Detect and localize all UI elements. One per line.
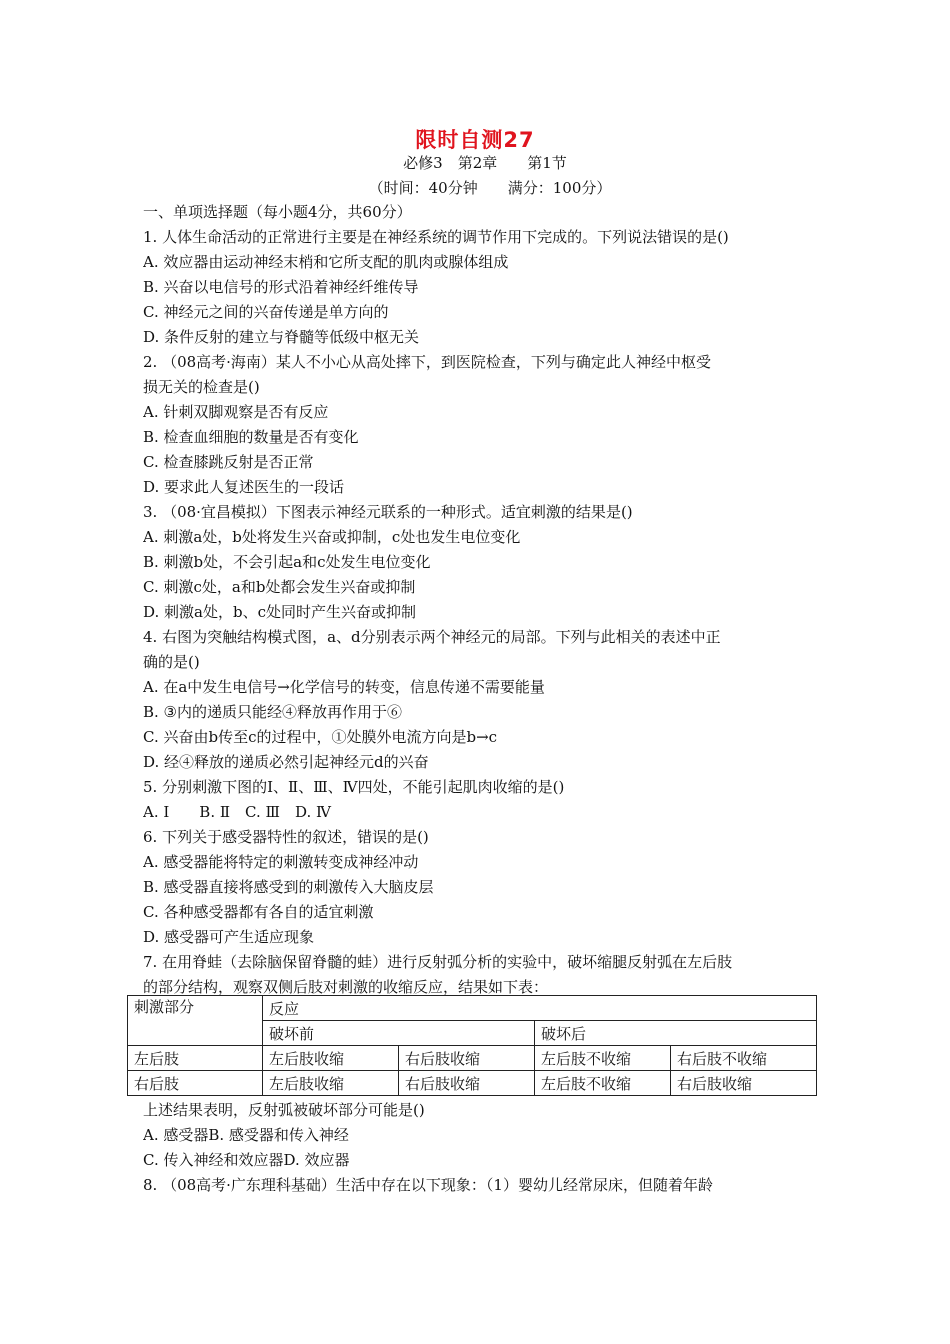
- table-header-cell: 反应: [263, 996, 817, 1021]
- question-7-stem-cont: 的部分结构，观察双侧后肢对刺激的收缩反应，结果如下表：: [143, 978, 549, 996]
- question-4-option-d: D. 经④释放的递质必然引起神经元d的兴奋: [143, 753, 429, 771]
- question-4-stem-cont: 确的是(): [143, 653, 200, 671]
- chapter-subtitle: 必修3 第2章 第1节: [403, 154, 567, 172]
- table-cell: 右后肢收缩: [399, 1046, 535, 1071]
- question-2-option-c: C. 检查膝跳反射是否正常: [143, 453, 314, 471]
- table-header-cell: 刺激部分: [128, 996, 263, 1046]
- question-4-option-a: A. 在a中发生电信号→化学信号的转变，信息传递不需要能量: [143, 678, 545, 696]
- question-2-option-d: D. 要求此人复述医生的一段话: [143, 478, 345, 496]
- table-cell: 左后肢收缩: [263, 1071, 399, 1096]
- question-1-option-d: D. 条件反射的建立与脊髓等低级中枢无关: [143, 328, 420, 346]
- section-heading: 一、单项选择题（每小题4分，共60分）: [143, 203, 412, 221]
- question-1-option-a: A. 效应器由运动神经末梢和它所支配的肌肉或腺体组成: [143, 253, 509, 271]
- question-7-options-cd: C. 传入神经和效应器D. 效应器: [143, 1151, 350, 1169]
- question-2-stem: 2. （08高考·海南）某人不小心从高处摔下，到医院检查，下列与确定此人神经中枢受: [143, 353, 711, 371]
- table-row: [128, 1046, 817, 1071]
- table-header-cell: 破坏前: [263, 1021, 535, 1046]
- question-1-option-b: B. 兴奋以电信号的形式沿着神经纤维传导: [143, 278, 419, 296]
- question-6-option-a: A. 感受器能将特定的刺激转变成神经冲动: [143, 853, 419, 871]
- question-1-option-c: C. 神经元之间的兴奋传递是单方向的: [143, 303, 389, 321]
- question-8-stem: 8. （08高考·广东理科基础）生活中存在以下现象：（1）婴幼儿经常尿床，但随着年龄: [143, 1176, 713, 1194]
- table-header-row: [128, 996, 817, 1021]
- table-cell: 右后肢: [128, 1071, 263, 1096]
- question-1-stem: 1. 人体生命活动的正常进行主要是在神经系统的调节作用下完成的。下列说法错误的是(): [143, 228, 729, 246]
- question-3-stem: 3. （08·宜昌模拟）下图表示神经元联系的一种形式。适宜刺激的结果是(): [143, 503, 633, 521]
- question-5-stem: 5. 分别刺激下图的Ⅰ、Ⅱ、Ⅲ、Ⅳ四处，不能引起肌肉收缩的是(): [143, 778, 565, 796]
- question-2-option-a: A. 针刺双脚观察是否有反应: [143, 403, 329, 421]
- question-3-option-d: D. 刺激a处，b、c处同时产生兴奋或抑制: [143, 603, 416, 621]
- question-3-option-c: C. 刺激c处，a和b处都会发生兴奋或抑制: [143, 578, 416, 596]
- question-6-option-c: C. 各种感受器都有各自的适宜刺激: [143, 903, 374, 921]
- question-body: [143, 200, 818, 1000]
- question-4-option-b: B. ③内的递质只能经④释放再作用于⑥: [143, 703, 403, 721]
- question-7-options-ab: A. 感受器B. 感受器和传入神经: [143, 1126, 349, 1144]
- question-6-option-b: B. 感受器直接将感受到的刺激传入大脑皮层: [143, 878, 434, 896]
- question-7-stem: 7. 在用脊蛙（去除脑保留脊髓的蛙）进行反射弧分析的实验中，破坏缩腿反射弧在左后肢: [143, 953, 733, 971]
- table-cell: 右后肢收缩: [399, 1071, 535, 1096]
- table-row: [128, 1071, 817, 1096]
- page-title: 限时自测27: [415, 128, 535, 152]
- table-cell: 左后肢收缩: [263, 1046, 399, 1071]
- question-5-options: A. Ⅰ B. Ⅱ C. Ⅲ D. Ⅳ: [143, 803, 332, 821]
- time-score-line: （时间：40分钟 满分：100分）: [368, 179, 612, 197]
- table-cell: 右后肢收缩: [671, 1071, 817, 1096]
- table-header-cell: 破坏后: [535, 1021, 817, 1046]
- table-cell: 左后肢不收缩: [535, 1046, 671, 1071]
- table-cell: 左后肢: [128, 1046, 263, 1071]
- results-table: [127, 995, 817, 1096]
- question-4-option-c: C. 兴奋由b传至c的过程中，①处膜外电流方向是b→c: [143, 728, 498, 746]
- question-7-conclusion: 上述结果表明，反射弧被破坏部分可能是(): [143, 1101, 425, 1119]
- question-6-option-d: D. 感受器可产生适应现象: [143, 928, 315, 946]
- question-3-option-a: A. 刺激a处，b处将发生兴奋或抑制，c处也发生电位变化: [143, 528, 521, 546]
- question-2-stem-cont: 损无关的检查是(): [143, 378, 260, 396]
- question-3-option-b: B. 刺激b处，不会引起a和c处发生电位变化: [143, 553, 431, 571]
- question-7-followup: [143, 1098, 818, 1198]
- question-2-option-b: B. 检查血细胞的数量是否有变化: [143, 428, 359, 446]
- table-cell: 右后肢不收缩: [671, 1046, 817, 1071]
- question-4-stem: 4. 右图为突触结构模式图，a、d分别表示两个神经元的局部。下列与此相关的表述中正: [143, 628, 721, 646]
- table-cell: 左后肢不收缩: [535, 1071, 671, 1096]
- question-6-stem: 6. 下列关于感受器特性的叙述，错误的是(): [143, 828, 429, 846]
